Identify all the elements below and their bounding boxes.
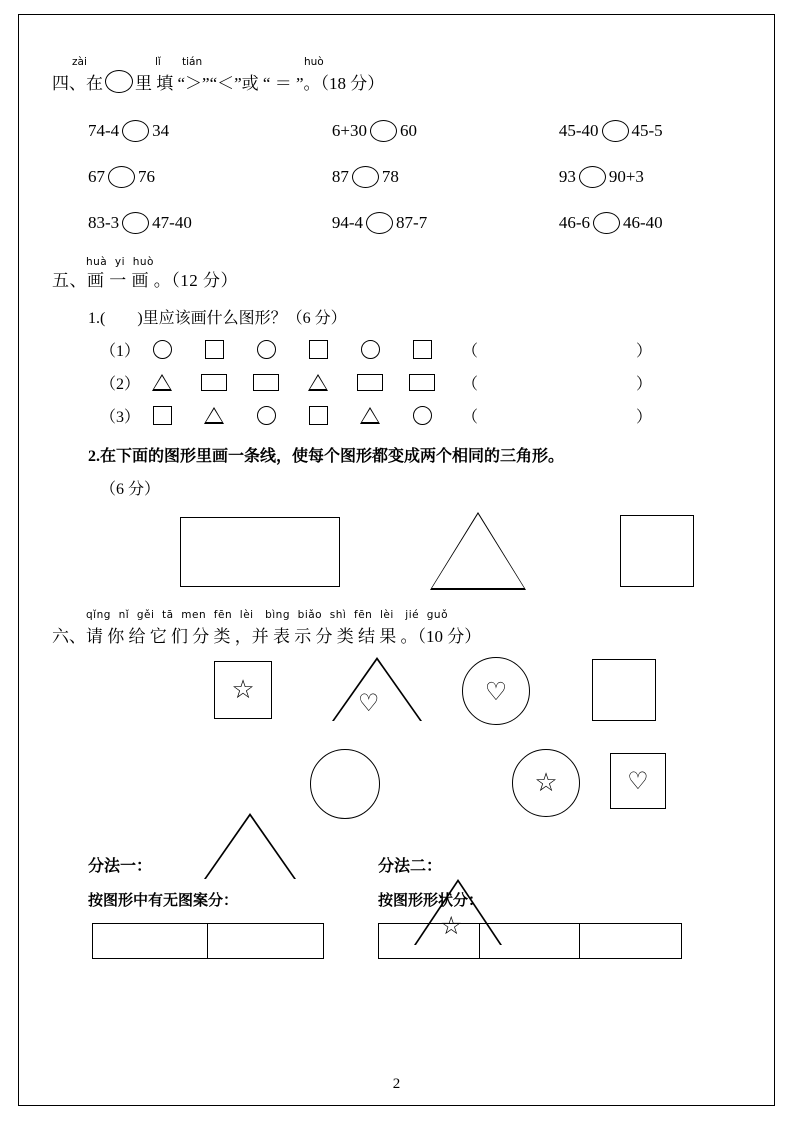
comparison-row [88,200,738,246]
comparison-row [88,154,738,200]
answer-ellipse-icon[interactable] [602,120,629,142]
rectangle-icon [409,374,435,391]
table-cell[interactable] [379,924,480,958]
answer-ellipse-icon[interactable] [579,166,606,188]
operand-left: 45-40 [558,121,599,140]
figure-square-with-star[interactable] [214,661,272,719]
square-icon [309,340,328,359]
pattern-row [100,338,742,361]
pattern-row-label: （1） [100,343,141,360]
section-4-heading [52,56,742,94]
operand-right: 87-7 [396,213,428,232]
comparison-item [332,166,559,188]
shape-slot [136,374,188,391]
operand-left: 83-3 [88,213,120,232]
classification-methods [88,853,742,973]
shape-slot [188,374,240,391]
operand-right: 47-40 [152,213,192,232]
square-icon [153,406,172,425]
comparison-item [88,120,332,142]
operand-left: 67 [88,167,105,186]
section-4-title-post: 里 填 “＞”“＜”或 “ ＝ ”。（18 分） [135,74,385,93]
star-icon: ☆ [231,675,255,705]
rectangle-icon [201,374,227,391]
answer-blank[interactable]: （ ） [462,409,667,426]
heart-icon: ♡ [484,676,508,706]
shape-slot [292,374,344,391]
comparison-item [559,166,738,188]
operand-right: 60 [399,121,417,140]
operand-right: 78 [381,167,399,186]
page-content [52,56,742,973]
shape-slot [136,340,188,359]
shape-slot [344,374,396,391]
shape-slot [240,374,292,391]
comparison-item [332,212,559,234]
operand-left: 74-4 [88,121,120,140]
question-5-2-score: （6 分） [100,481,161,498]
comparison-item [332,120,559,142]
heart-icon: ♡ [358,689,380,717]
circle-icon [153,340,172,359]
shape-slot [344,407,396,424]
comparison-item [88,166,332,188]
answer-ellipse-icon[interactable] [593,212,620,234]
section-5-pinyin: huà yi huò [86,256,154,268]
operand-right: 90+3 [608,167,644,186]
shape-slot [396,340,448,359]
figure-triangle-with-heart[interactable] [332,657,793,721]
pinyin-huo: huò [304,56,324,68]
circle-icon [257,340,276,359]
rectangle-icon [253,374,279,391]
shape-slot [136,406,188,425]
triangle-icon [360,407,380,424]
figure-square-plain[interactable] [592,659,656,721]
triangle-icon[interactable] [430,512,526,590]
shape-slot [240,340,292,359]
shape-slot [188,340,240,359]
square-icon [205,340,224,359]
operand-left: 46-6 [558,213,590,232]
answer-ellipse-icon[interactable] [122,212,149,234]
table-cell[interactable] [93,924,208,958]
star-icon: ☆ [440,911,463,940]
question-5-1-label: 1.( )里应该画什么图形？（6 分） [88,310,347,327]
page-number: 2 [392,1076,401,1092]
pattern-row-label: （3） [100,409,141,426]
comparison-item [559,212,738,234]
pinyin-zai: zài [72,56,87,68]
pattern-row [100,371,742,394]
section-5 [52,256,742,599]
method-2-answer-table[interactable] [378,923,682,959]
shape-slot [188,407,240,424]
comparison-item [88,212,332,234]
pinyin-li: lǐ [155,56,161,68]
shape-slot [396,406,448,425]
shape-slot [344,340,396,359]
shape-slot [292,340,344,359]
table-cell[interactable] [480,924,581,958]
comparison-grid [88,108,738,246]
answer-ellipse-icon[interactable] [366,212,393,234]
method-2-sublabel: 按图形形状分： [378,893,484,909]
section-4-title-pre: 四、在 [52,74,103,93]
shape-slot [292,406,344,425]
answer-ellipse-icon[interactable] [352,166,379,188]
heart-icon: ♡ [627,767,649,795]
method-1-label: 分法一： [88,858,153,875]
answer-ellipse-icon[interactable] [370,120,397,142]
section-5-title: 五、画 一 画 。（12 分） [52,271,238,290]
shape-slot [240,406,292,425]
circle-icon [257,406,276,425]
circle-icon [361,340,380,359]
operand-left: 93 [558,167,576,186]
triangle-icon [152,374,172,391]
operand-right: 46-40 [623,213,663,232]
figure-circle-with-star[interactable] [512,749,580,817]
answer-ellipse-icon[interactable] [122,120,149,142]
operand-left: 94-4 [331,213,364,232]
rectangle-icon [357,374,383,391]
pattern-row-label: （2） [100,376,141,393]
operand-left: 87 [331,167,349,186]
answer-ellipse-icon[interactable] [105,70,133,93]
square-icon [413,340,432,359]
comparison-row [88,108,738,154]
section-6-pinyin: qǐng nǐ gěi tā men fēn lèi bìng biǎo shì fēn lèi jié guǒ [86,609,448,621]
triangle-icon [308,374,328,391]
operand-right: 45-5 [631,121,663,140]
method-1-answer-table[interactable] [92,923,324,959]
answer-blank[interactable]: （ ） [462,376,667,393]
operand-right: 76 [138,167,155,186]
comparison-item [559,120,738,142]
figure-circle-with-heart[interactable] [462,657,530,725]
table-cell[interactable] [580,924,681,958]
section-4-pinyin-row [52,56,742,69]
method-2-label: 分法二： [378,858,443,875]
question-5-2-shapes [130,507,742,599]
answer-blank[interactable]: （ ） [462,343,667,360]
section-4-title [52,69,742,94]
figure-square-with-heart[interactable] [610,753,666,809]
section-6-title: 六、请 你 给 它 们 分 类 ，并 表 示 分 类 结 果 。（10 分） [52,627,482,646]
rectangle-icon[interactable] [180,517,340,587]
operand-right: 34 [152,121,170,140]
answer-ellipse-icon[interactable] [108,166,135,188]
square-icon [309,406,328,425]
section-6 [52,609,742,973]
method-1-sublabel: 按图形中有无图案分： [88,893,239,909]
shape-slot [396,374,448,391]
pattern-row [100,404,742,427]
star-icon: ☆ [534,768,558,798]
pinyin-tian: tián [182,56,203,68]
operand-left: 6+30 [331,121,367,140]
table-cell[interactable] [208,924,323,958]
circle-icon [413,406,432,425]
square-icon[interactable] [620,515,694,587]
question-5-2-label: 2.在下面的图形里画一条线，使每个图形都变成两个相同的三角形。 [88,448,565,465]
figure-circle-plain[interactable] [310,749,380,819]
triangle-icon [204,407,224,424]
